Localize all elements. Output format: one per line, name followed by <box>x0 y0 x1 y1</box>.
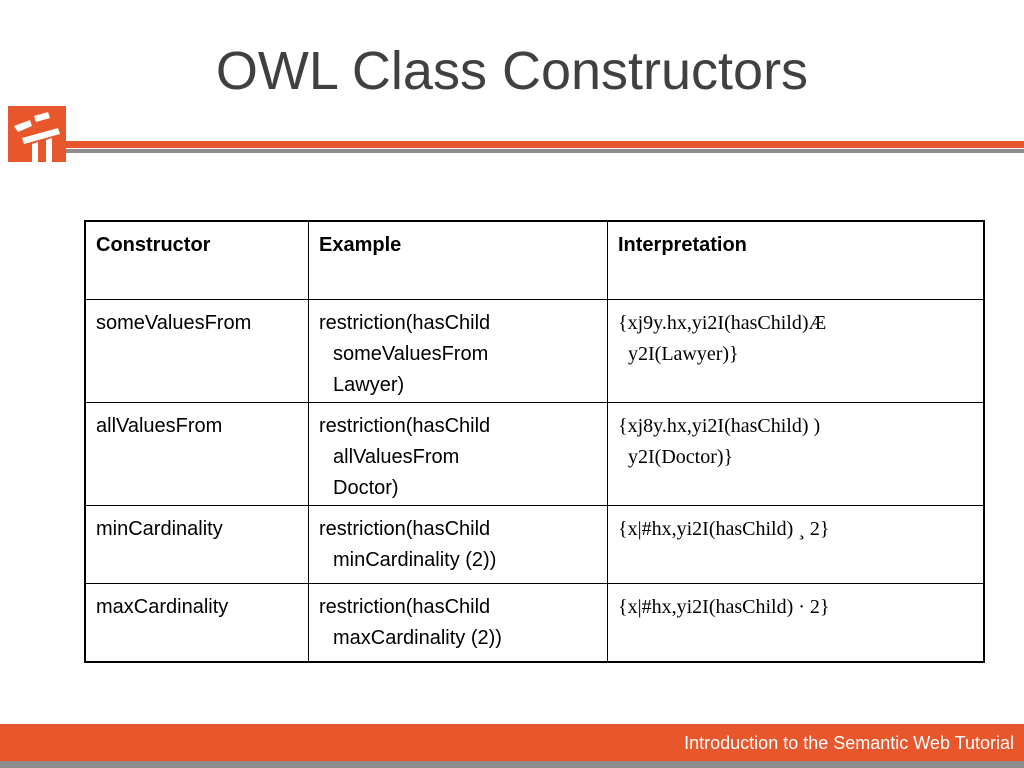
interpretation-line: {x|#hx,yi2I(hasChild) · 2} <box>618 596 830 618</box>
brand-logo-icon <box>8 106 66 162</box>
footer-bar <box>0 724 1024 761</box>
example-line: Lawyer) <box>333 374 405 396</box>
interpretation-cell <box>608 584 985 663</box>
header-constructor: Constructor <box>85 221 309 300</box>
interpretation-cell <box>608 506 985 584</box>
example-line: someValuesFrom <box>333 343 489 365</box>
interpretation-line: {xj8y.hx,yi2I(hasChild) ) <box>618 415 821 437</box>
example-cell <box>309 584 608 663</box>
table-row <box>85 403 984 506</box>
table-row <box>85 584 984 663</box>
footer-rule-gray <box>0 761 1024 768</box>
table-row <box>85 506 984 584</box>
example-line: restriction(hasChild <box>319 415 491 437</box>
interpretation-line: y2I(Lawyer)} <box>628 343 739 365</box>
interpretation-line: y2I(Doctor)} <box>628 446 734 468</box>
interpretation-cell <box>608 300 985 403</box>
header-example: Example <box>309 221 608 300</box>
example-line: allValuesFrom <box>333 446 460 468</box>
constructor-cell: someValuesFrom <box>85 300 309 403</box>
title-rule-orange <box>66 141 1024 148</box>
table-row <box>85 300 984 403</box>
constructor-cell: maxCardinality <box>85 584 309 663</box>
example-line: maxCardinality (2)) <box>333 627 502 649</box>
interpretation-line: {xj9y.hx,yi2I(hasChild)Æ <box>618 312 827 334</box>
example-cell <box>309 403 608 506</box>
footer-text: Introduction to the Semantic Web Tutorial <box>684 733 1014 753</box>
constructor-cell: allValuesFrom <box>85 403 309 506</box>
table-header-row <box>85 221 984 300</box>
interpretation-cell <box>608 403 985 506</box>
example-line: restriction(hasChild <box>319 596 491 618</box>
example-line: restriction(hasChild <box>319 312 491 334</box>
example-line: minCardinality (2)) <box>333 549 497 571</box>
title-rule-gray <box>66 149 1024 153</box>
example-line: restriction(hasChild <box>319 518 491 540</box>
interpretation-line: {x|#hx,yi2I(hasChild) ¸ 2} <box>618 518 830 540</box>
example-cell <box>309 506 608 584</box>
slide-title: OWL Class Constructors <box>215 41 809 101</box>
constructors-table <box>84 220 985 663</box>
example-line: Doctor) <box>333 477 399 499</box>
header-interpretation: Interpretation <box>608 221 985 300</box>
constructor-cell: minCardinality <box>85 506 309 584</box>
example-cell <box>309 300 608 403</box>
